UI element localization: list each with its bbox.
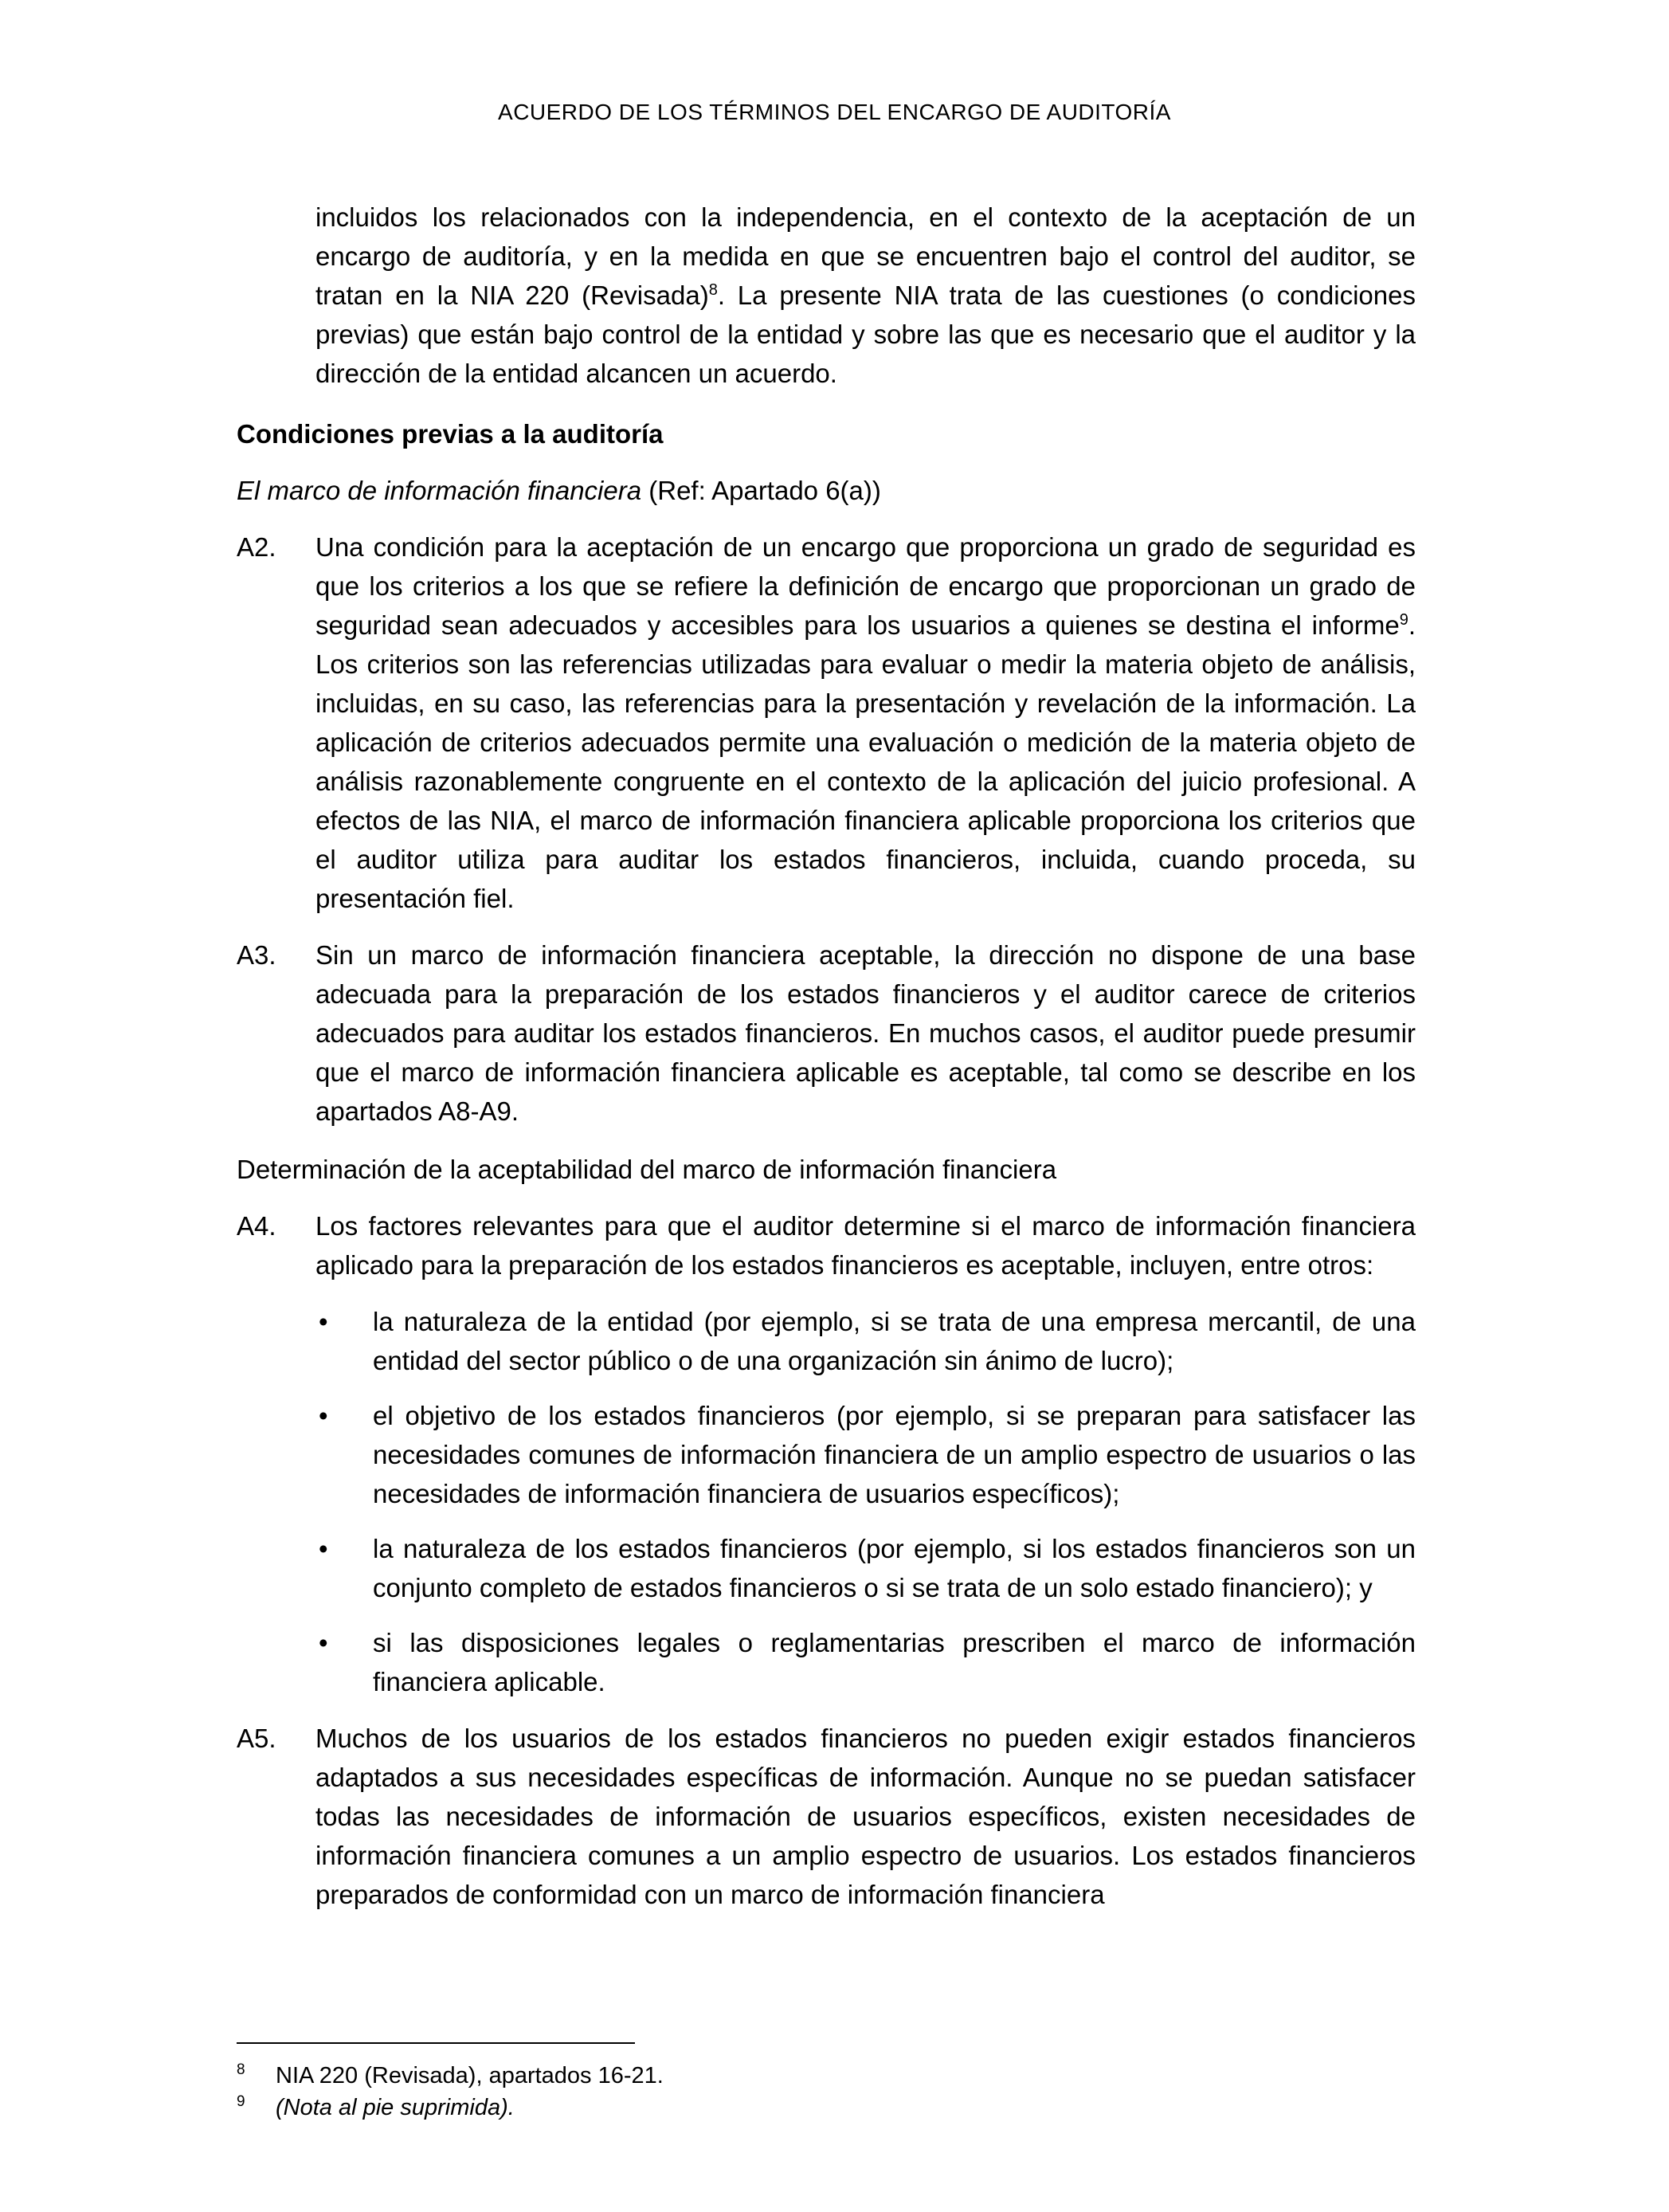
paragraph-a2 bbox=[237, 528, 1416, 918]
footnote-mark: 8 bbox=[237, 2061, 245, 2078]
footnote-separator bbox=[237, 2042, 635, 2044]
list-item-text: si las disposiciones legales o reglamentarias prescriben el marco de información financiera aplicable. bbox=[373, 1628, 1416, 1696]
intro-paragraph bbox=[315, 198, 1416, 393]
paragraph-number: A2. bbox=[237, 532, 276, 562]
bullet-icon: • bbox=[319, 1401, 328, 1430]
paragraph-text: Muchos de los usuarios de los estados financieros no pueden exigir estados financieros adaptados a sus necesidades específicas de información. Aunque no se puedan satisfacer todas las necesidades de información de usuarios específicos, existen necesidades de información financiera comunes a un amplio espectro de usuarios. Los estados financieros preparados de conformidad con un marco de información financiera bbox=[315, 1724, 1416, 1909]
a2-text-part1: Una condición para la aceptación de un encargo que proporciona un grado de seguridad es que los criterios a los que se refiere la definición de encargo que proporcionan un grado de seguridad sean adecuados y accesibles para los usuarios a quienes se destina el informe bbox=[315, 532, 1416, 640]
subheading-ref: (Ref: Apartado 6(a)) bbox=[641, 476, 881, 505]
paragraph-a3 bbox=[237, 935, 1416, 1131]
list-item bbox=[315, 1529, 1416, 1607]
footnote-text: NIA 220 (Revisada), apartados 16-21. bbox=[276, 2063, 664, 2088]
footnote-8 bbox=[237, 2060, 1416, 2092]
list-item-text: la naturaleza de los estados financieros (por ejemplo, si los estados financieros son un conjunto completo de estados financieros o si se trata de un solo estado financiero); y bbox=[373, 1534, 1416, 1602]
a2-text-part2: . Los criterios son las referencias utilizadas para evaluar o medir la materia objeto de análisis, incluidas, en su caso, las referencias para la presentación y revelación de la información. La aplicación de criterios adecuados permite una evaluación o medición de la materia objeto de análisis razonablemente congruente en el contexto de la aplicación del juicio profesional. A efectos de las NIA, el marco de información financiera aplicable proporciona los criterios que el auditor utiliza para auditar los estados financieros, incluida, cuando proceda, su presentación fiel. bbox=[315, 610, 1416, 913]
plain-subheading: Determinación de la aceptabilidad del marco de información financiera bbox=[237, 1155, 1057, 1184]
paragraph-number: A4. bbox=[237, 1211, 276, 1241]
footnote-ref-9: 9 bbox=[1399, 611, 1408, 629]
list-item bbox=[315, 1396, 1416, 1513]
paragraph-a5 bbox=[237, 1719, 1416, 1914]
footnote-9 bbox=[237, 2092, 1416, 2124]
document-body bbox=[237, 198, 1416, 1914]
paragraph-a4 bbox=[237, 1206, 1416, 1284]
section-heading: Condiciones previas a la auditoría bbox=[237, 419, 664, 449]
paragraph-text: Sin un marco de información financiera aceptable, la dirección no dispone de una base adecuada para la preparación de los estados financieros y el auditor carece de criterios adecuados para auditar los estados financieros. En muchos casos, el auditor puede presumir que el marco de información financiera aplicable es aceptable, tal como se describe en los apartados A8-A9. bbox=[315, 940, 1416, 1126]
section-subheading bbox=[237, 471, 1416, 510]
bullet-icon: • bbox=[319, 1628, 328, 1657]
bullet-icon: • bbox=[319, 1307, 328, 1336]
footnote-mark: 9 bbox=[237, 2093, 245, 2110]
list-item bbox=[315, 1623, 1416, 1701]
paragraph-text: Los factores relevantes para que el auditor determine si el marco de información financiera aplicado para la preparación de los estados financieros es aceptable, incluyen, entre otros: bbox=[315, 1211, 1416, 1280]
subheading-italic: El marco de información financiera bbox=[237, 476, 642, 505]
intro-text-part1: incluidos los relacionados con la independencia, en el contexto de la aceptación de un encargo de auditoría, y en la medida en que se encuentren bajo el control del auditor, se tratan en la NIA 220 (Revisada) bbox=[315, 202, 1416, 310]
paragraph-text bbox=[315, 528, 1416, 918]
running-header: ACUERDO DE LOS TÉRMINOS DEL ENCARGO DE AUDITORÍA bbox=[498, 100, 1171, 124]
intro-text-part2: . La presente NIA trata de las cuestiones (o condiciones previas) que están bajo control de la entidad y sobre las que es necesario que el auditor y la dirección de la entidad alcancen un acuerdo. bbox=[315, 280, 1416, 388]
bullet-icon: • bbox=[319, 1534, 328, 1563]
list-item-text: la naturaleza de la entidad (por ejemplo, si se trata de una empresa mercantil, de una entidad del sector público o de una organización sin ánimo de lucro); bbox=[373, 1307, 1416, 1375]
footnotes bbox=[237, 2060, 1416, 2124]
list-item-text: el objetivo de los estados financieros (por ejemplo, si se preparan para satisfacer las necesidades comunes de información financiera de un amplio espectro de usuarios o las necesidades de información financiera de usuarios específicos); bbox=[373, 1401, 1416, 1508]
footnote-ref-8: 8 bbox=[708, 281, 718, 299]
paragraph-number: A3. bbox=[237, 940, 276, 970]
list-item bbox=[315, 1302, 1416, 1380]
paragraph-number: A5. bbox=[237, 1724, 276, 1753]
footnote-text: (Nota al pie suprimida). bbox=[276, 2095, 515, 2120]
bullet-list bbox=[315, 1302, 1416, 1701]
